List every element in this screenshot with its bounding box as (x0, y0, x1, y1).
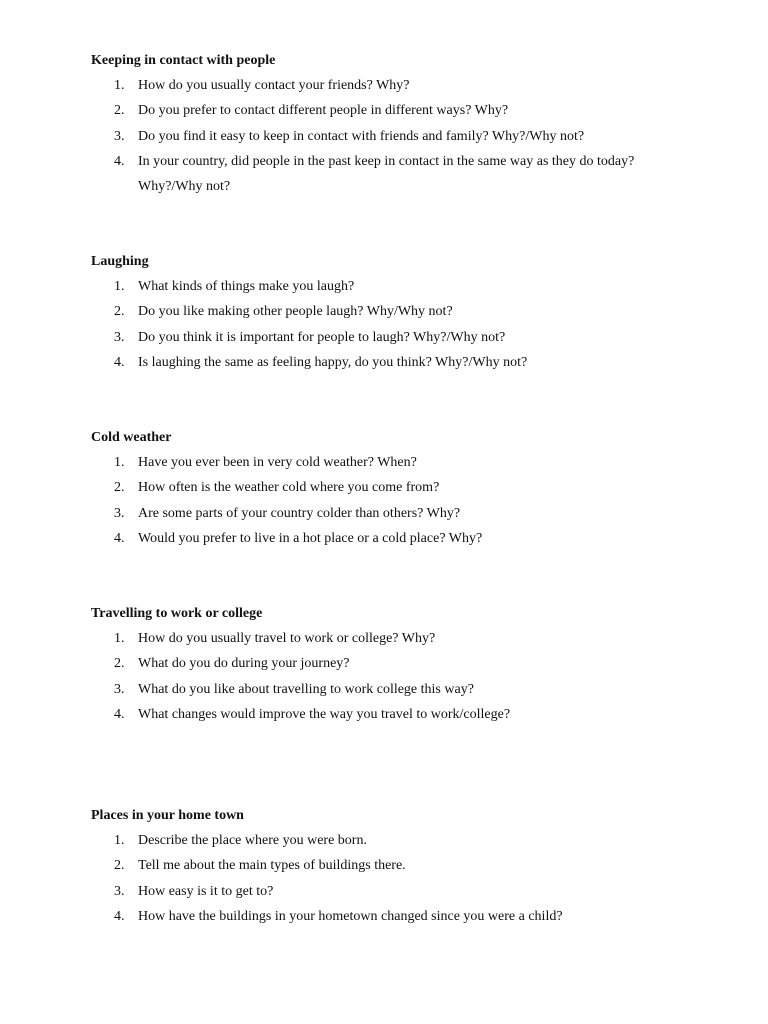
section-heading: Cold weather (91, 430, 172, 445)
question-item (91, 879, 698, 904)
section-travelling (91, 601, 711, 727)
question-list (91, 274, 711, 375)
section-keeping-in-contact (91, 48, 711, 199)
section-heading: Places in your home town (91, 808, 244, 823)
question-text: Do you think it is important for people to laugh? Why?/Why not? (138, 329, 506, 345)
question-text: How do you usually travel to work or college? Why? (138, 631, 436, 646)
question-text: Do you like making other people laugh? Why/Why not? (138, 304, 453, 320)
question-item (91, 299, 698, 324)
question-item (91, 904, 698, 929)
question-number: 1. (114, 631, 125, 646)
question-item (91, 828, 698, 853)
question-number: 4. (114, 354, 125, 370)
question-item (91, 98, 698, 123)
question-text: Do you prefer to contact different people in different ways? Why? (138, 103, 509, 119)
question-text: What do you like about travelling to work college this way? (138, 681, 474, 697)
question-item (91, 149, 698, 200)
section-heading: Keeping in contact with people (91, 53, 276, 68)
question-text: Is laughing the same as feeling happy, do you think? Why?/Why not? (138, 354, 528, 370)
question-number: 1. (114, 455, 125, 470)
question-text: What changes would improve the way you travel to work/college? (138, 706, 511, 722)
section-heading: Travelling to work or college (91, 606, 263, 621)
question-number: 1. (114, 833, 125, 848)
question-number: 2. (114, 480, 125, 496)
question-list (91, 450, 711, 551)
section-heading: Laughing (91, 254, 149, 269)
question-number: 3. (114, 681, 125, 697)
question-number: 1. (114, 78, 125, 93)
question-list (91, 828, 711, 929)
question-item (91, 73, 698, 98)
question-list (91, 73, 711, 199)
question-item (91, 274, 698, 299)
question-number: 4. (114, 153, 125, 169)
question-text: Do you find it easy to keep in contact with friends and family? Why?/Why not? (138, 128, 585, 144)
question-text: In your country, did people in the past keep in contact in the same way as they do today? Why?/Why not? (138, 153, 635, 195)
question-item (91, 350, 698, 375)
question-number: 2. (114, 858, 125, 874)
question-item (91, 450, 698, 475)
question-text: Would you prefer to live in a hot place or a cold place? Why? (138, 530, 483, 546)
question-number: 3. (114, 128, 125, 144)
question-text: How do you usually contact your friends? Why? (138, 78, 410, 93)
question-number: 2. (114, 103, 125, 119)
question-number: 4. (114, 908, 125, 924)
question-item (91, 124, 698, 149)
question-item (91, 501, 698, 526)
question-number: 3. (114, 883, 125, 899)
question-text: How easy is it to get to? (138, 883, 274, 899)
question-item (91, 325, 698, 350)
question-text: Are some parts of your country colder than others? Why? (138, 505, 461, 521)
question-text: Describe the place where you were born. (138, 833, 367, 848)
question-text: What do you do during your journey? (138, 656, 350, 672)
question-item (91, 526, 698, 551)
question-item (91, 626, 698, 651)
question-text: How have the buildings in your hometown changed since you were a child? (138, 908, 563, 924)
question-number: 1. (114, 279, 125, 294)
question-item (91, 651, 698, 676)
question-text: What kinds of things make you laugh? (138, 279, 355, 294)
question-number: 3. (114, 505, 125, 521)
question-item (91, 702, 698, 727)
question-item (91, 677, 698, 702)
section-laughing (91, 249, 711, 375)
question-number: 2. (114, 656, 125, 672)
question-number: 3. (114, 329, 125, 345)
question-text: Tell me about the main types of buildings there. (138, 858, 406, 874)
section-cold-weather (91, 425, 711, 551)
question-item (91, 475, 698, 500)
question-item (91, 853, 698, 878)
question-number: 4. (114, 706, 125, 722)
question-number: 2. (114, 304, 125, 320)
question-list (91, 626, 711, 727)
section-home-town (91, 803, 711, 929)
question-text: Have you ever been in very cold weather? When? (138, 455, 417, 470)
question-text: How often is the weather cold where you come from? (138, 480, 440, 496)
question-number: 4. (114, 530, 125, 546)
